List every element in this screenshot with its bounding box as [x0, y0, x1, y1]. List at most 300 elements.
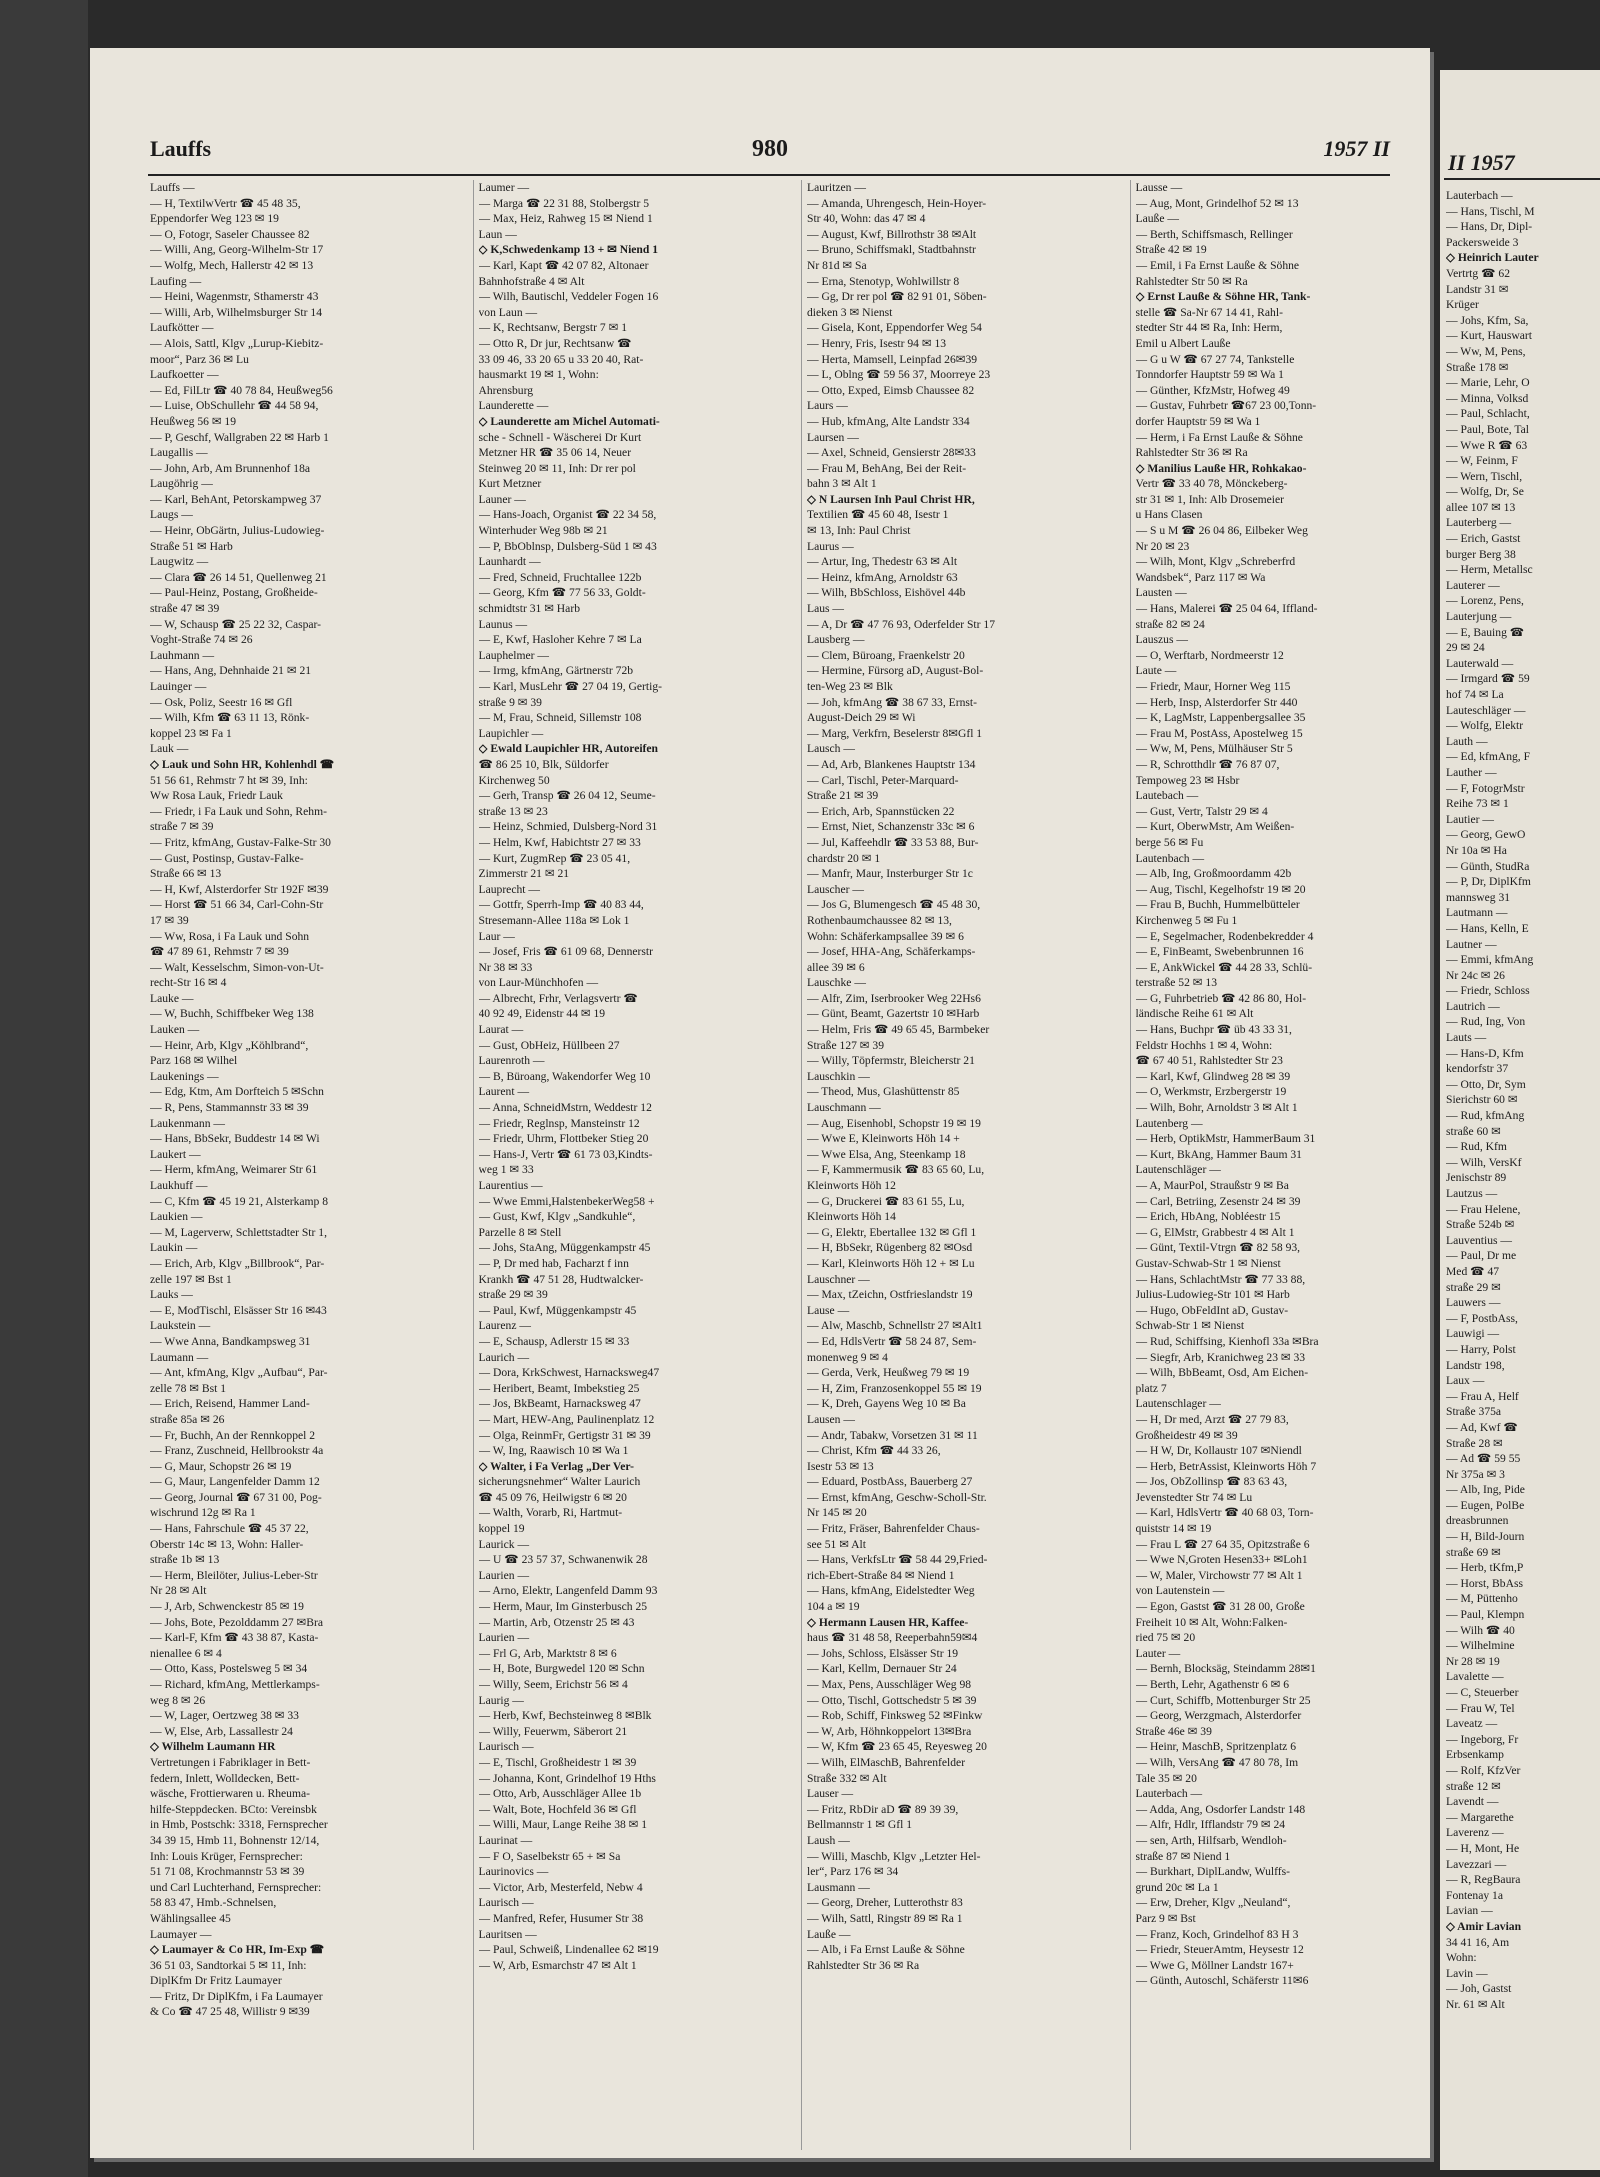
- directory-entry: Lauffs —: [150, 181, 195, 194]
- directory-entry: zelle 197 ✉ Bst 1: [150, 1272, 232, 1286]
- directory-entry: — W, Lager, Oertzweg 38 ✉ 33: [150, 1709, 299, 1723]
- directory-entry: — M, Frau, Schneid, Sillemstr 108: [478, 711, 642, 725]
- directory-entry: grund 20c ✉ La 1: [1135, 1880, 1219, 1894]
- directory-entry: — Alb, Ing, Großmoordamm 42b: [1135, 867, 1292, 881]
- directory-entry: Lauhmann —: [150, 648, 215, 662]
- directory-entry: — Hans, BbSekr, Buddestr 14 ✉ Wi: [150, 1132, 320, 1146]
- directory-entry: Laurent —: [478, 1085, 530, 1099]
- directory-entry: 36 51 03, Sandtorkai 5 ✉ 11, Inh:: [150, 1958, 307, 1972]
- directory-entry: — Hans, Dr, Dipl-: [1446, 220, 1533, 234]
- directory-entry: — Axel, Schneid, Gensierstr 28✉33: [807, 446, 976, 460]
- directory-entry: ◇ K,Schwedenkamp 13 + ✉ Niend 1: [478, 243, 659, 257]
- directory-entry: Lauther —: [1446, 765, 1497, 779]
- directory-entry: schmidtstr 31 ✉ Harb: [478, 602, 580, 616]
- directory-entry: — Günt, Textil-Vtrgn ☎ 82 58 93,: [1135, 1241, 1301, 1255]
- directory-entry: Lauth —: [1446, 734, 1488, 748]
- directory-entry: — Manfr, Maur, Insterburger Str 1c: [807, 867, 973, 881]
- directory-entry: Straße 42 ✉ 19: [1135, 243, 1207, 257]
- column-4: [1130, 180, 1451, 2150]
- directory-entry: Zimmerstr 21 ✉ 21: [478, 867, 570, 881]
- directory-entry: dieken 3 ✉ Nienst: [807, 305, 893, 319]
- directory-entry: Nr. 61 ✉ Alt: [1446, 1997, 1505, 2011]
- directory-entry: ☎ 45 09 76, Heilwigstr 6 ✉ 20: [478, 1490, 627, 1504]
- directory-entry: — Erna, Stenotyp, Wohlwillstr 8: [807, 274, 960, 288]
- directory-entry: Laveatz —: [1446, 1717, 1498, 1731]
- directory-entry: Lautzus —: [1446, 1187, 1498, 1200]
- directory-entry: Voght-Straße 74 ✉ 26: [150, 633, 253, 647]
- directory-entry: Lauschke —: [807, 976, 866, 990]
- directory-entry: straße 47 ✉ 39: [150, 602, 220, 616]
- directory-entry: Parz 9 ✉ Bst: [1135, 1911, 1196, 1925]
- directory-entry: Nr 20 ✉ 23: [1135, 539, 1190, 553]
- directory-entry: — Kurt, Hauswart: [1446, 329, 1532, 343]
- header-rule: [148, 174, 1390, 176]
- directory-entry: Lauschmann —: [807, 1101, 881, 1115]
- directory-entry: — Kurt, BkAng, Hammer Baum 31: [1135, 1147, 1302, 1161]
- directory-entry: — Wwe Anna, Bandkampsweg 31: [150, 1334, 311, 1348]
- directory-entry: — Herm, Metallsc: [1446, 563, 1533, 577]
- directory-entry: — Edg, Ktm, Am Dorfteich 5 ✉Schn: [150, 1085, 324, 1099]
- directory-entry: — Johs, Kfm, Sa,: [1446, 313, 1529, 327]
- directory-entry: — Herm, i Fa Ernst Lauße & Söhne: [1135, 430, 1303, 444]
- directory-entry: — H, Zim, Franzosenkoppel 55 ✉ 19: [807, 1381, 982, 1395]
- directory-entry: Tonndorfer Hauptstr 59 ✉ Wa 1: [1135, 368, 1284, 382]
- directory-entry: — F O, Saselbekstr 65 + ✉ Sa: [478, 1849, 621, 1863]
- directory-entry: Parz 168 ✉ Wilhel: [150, 1054, 238, 1068]
- directory-entry: Lauinger —: [150, 680, 207, 693]
- directory-entry: von Laun —: [478, 305, 538, 319]
- directory-entry: Freiheit 10 ✉ Alt, Wohn:Falken-: [1135, 1615, 1288, 1629]
- directory-entry: — Jos, BkBeamt, Harnacksweg 47: [478, 1397, 641, 1411]
- directory-entry: Vertr ☎ 33 40 78, Mönckeberg-: [1135, 477, 1288, 491]
- directory-entry: Schwab-Str 1 ✉ Nienst: [1135, 1319, 1245, 1333]
- directory-entry: hausmarkt 19 ✉ 1, Wohn:: [478, 368, 599, 382]
- directory-entry: Lauritzen —: [807, 181, 866, 194]
- directory-entry: Lauts —: [1446, 1031, 1487, 1045]
- directory-entry: — G, Druckerei ☎ 83 61 55, Lu,: [807, 1194, 965, 1208]
- directory-entry: — Wilh, BbBeamt, Osd, Am Eichen-: [1135, 1366, 1309, 1380]
- directory-entry: — Henry, Fris, Isestr 94 ✉ 13: [807, 336, 947, 350]
- directory-entry: ◇ N Laursen Inh Paul Christ HR,: [807, 492, 975, 506]
- directory-entry: Oberstr 14c ✉ 13, Wohn: Haller-: [150, 1537, 304, 1551]
- directory-entry: Laugs —: [150, 508, 193, 522]
- directory-entry: Lauterbach —: [1446, 189, 1513, 202]
- directory-entry: — Friedr, Reglnsp, Mansteinstr 12: [478, 1116, 640, 1130]
- directory-entry: — Horst ☎ 51 66 34, Carl-Cohn-Str: [150, 898, 324, 912]
- right-page-header: II 1957: [1448, 150, 1515, 175]
- directory-entry: ried 75 ✉ 20: [1135, 1631, 1196, 1645]
- directory-entry: ◇ Walter, i Fa Verlag „Der Ver-: [478, 1459, 634, 1473]
- directory-entry: Nr 81d ✉ Sa: [807, 258, 867, 272]
- directory-entry: Laurs —: [807, 399, 848, 413]
- directory-entry: ☎ 67 40 51, Rahlstedter Str 23: [1135, 1054, 1283, 1068]
- directory-entry: — Heribert, Beamt, Imbekstieg 25: [478, 1381, 640, 1395]
- directory-entry: — Irmg, kfmAng, Gärtnerstr 72b: [478, 664, 634, 678]
- directory-entry: ◇ Ernst Lauße & Söhne HR, Tank-: [1135, 290, 1311, 304]
- directory-entry: Laufing —: [150, 274, 202, 288]
- directory-entry: — Clara ☎ 26 14 51, Quellenweg 21: [150, 570, 327, 584]
- directory-entry: Launderette —: [478, 399, 549, 413]
- directory-entry: — Marie, Lehr, O: [1446, 376, 1530, 390]
- directory-entry: Metzner HR ☎ 35 06 14, Neuer: [478, 446, 632, 460]
- directory-entry: — Burkhart, DiplLandw, Wulffs-: [1135, 1865, 1291, 1879]
- directory-entry: Lavendt —: [1446, 1795, 1499, 1809]
- directory-entry: — Paul, Kwf, Müggenkampstr 45: [478, 1303, 637, 1317]
- directory-entry: ◇ Lauk und Sohn HR, Kohlenhdl ☎: [150, 757, 335, 771]
- directory-entry: — L, Oblng ☎ 59 56 37, Moorreye 23: [807, 368, 991, 382]
- directory-entry: sicherungsnehmer“ Walter Laurich: [478, 1475, 641, 1489]
- directory-entry: zelle 78 ✉ Bst 1: [150, 1381, 227, 1395]
- directory-entry: Straße 178 ✉: [1446, 360, 1509, 374]
- directory-entry: Julius-Ludowieg-Str 101 ✉ Harb: [1135, 1288, 1290, 1302]
- directory-entry: Lausten —: [1135, 586, 1187, 600]
- directory-entry: — K, Dreh, Gayens Weg 10 ✉ Ba: [807, 1397, 966, 1411]
- directory-entry: 40 92 49, Eidenstr 44 ✉ 19: [478, 1007, 606, 1021]
- directory-entry: — C, Steuerber: [1446, 1686, 1519, 1699]
- directory-entry: — Günther, KfzMstr, Hofweg 49: [1135, 383, 1290, 397]
- directory-entry: — Wilh, Sattl, Ringstr 89 ✉ Ra 1: [807, 1911, 963, 1925]
- directory-entry: — H W, Dr, Kollaustr 107 ✉Niendl: [1135, 1444, 1302, 1458]
- directory-entry: — Johs, StaAng, Müggenkampstr 45: [478, 1241, 651, 1255]
- directory-entry: — Paul, Schlacht,: [1446, 407, 1530, 421]
- directory-entry: — Wwe Elsa, Ang, Steenkamp 18: [807, 1147, 966, 1161]
- directory-entry: — Ww, M, Pens, Mülhäuser Str 5: [1135, 742, 1293, 756]
- directory-entry: Tale 35 ✉ 20: [1135, 1771, 1197, 1785]
- directory-entry: — O, Werkmstr, Erzbergerstr 19: [1135, 1085, 1287, 1099]
- directory-entry: Nr 375a ✉ 3: [1446, 1467, 1505, 1481]
- directory-entry: Textilien ☎ 45 60 48, Isestr 1: [807, 508, 949, 522]
- year-volume: 1957 II: [1323, 136, 1390, 161]
- directory-entry: — Gust, Kwf, Klgv „Sandkuhle“,: [478, 1210, 636, 1224]
- directory-entry: recht-Str 16 ✉ 4: [150, 976, 227, 990]
- directory-entry: Laurisch —: [478, 1896, 534, 1910]
- directory-entry: — Gisela, Kont, Eppendorfer Weg 54: [807, 321, 982, 335]
- directory-entry: ◇ Hermann Lausen HR, Kaffee-: [807, 1615, 969, 1629]
- directory-entry: — G u W ☎ 67 27 74, Tankstelle: [1135, 352, 1295, 366]
- directory-entry: — H, Mont, He: [1446, 1841, 1520, 1855]
- directory-entry: — Frau Helene,: [1446, 1202, 1521, 1216]
- directory-entry: — Berth, Schiffsmasch, Rellinger: [1135, 227, 1293, 241]
- directory-entry: — Mart, HEW-Ang, Paulinenplatz 12: [478, 1412, 655, 1426]
- directory-entry: Nr 24c ✉ 26: [1446, 968, 1505, 982]
- directory-entry: — Frau M, BehAng, Bei der Reit-: [807, 461, 967, 475]
- directory-entry: straße 7 ✉ 39: [150, 820, 214, 834]
- directory-entry: — Friedr, i Fa Lauk und Sohn, Rehm-: [150, 804, 327, 818]
- directory-entry: — Karl, MusLehr ☎ 27 04 19, Gertig-: [478, 680, 662, 693]
- directory-entry: — Gerh, Transp ☎ 26 04 12, Seume-: [478, 789, 656, 803]
- directory-entry: — Rud, Kfm: [1446, 1140, 1507, 1154]
- directory-entry: — Wwe N,Groten Hesen33+ ✉Loh1: [1135, 1553, 1308, 1567]
- directory-columns: [150, 180, 1450, 2150]
- directory-entry: — Friedr, SteuerAmtm, Heysestr 12: [1135, 1943, 1304, 1957]
- directory-entry: — Luise, ObSchullehr ☎ 44 58 94,: [150, 399, 319, 413]
- directory-entry: Laurus —: [807, 539, 854, 553]
- directory-entry: Inh: Louis Krüger, Fernsprecher:: [150, 1849, 303, 1863]
- directory-entry: — Rud, kfmAng: [1446, 1109, 1525, 1123]
- directory-entry: Steinweg 20 ✉ 11, Inh: Dr rer pol: [478, 461, 636, 475]
- directory-entry: Launer —: [478, 492, 526, 506]
- directory-entry: see 51 ✉ Alt: [807, 1537, 866, 1551]
- directory-entry: ländische Reihe 61 ✉ Alt: [1135, 1007, 1254, 1021]
- directory-entry: straße 13 ✉ 23: [478, 804, 548, 818]
- directory-entry: — M, Püttenho: [1446, 1592, 1518, 1606]
- directory-entry: Laurinovics —: [478, 1865, 549, 1879]
- directory-entry: — Georg, Journal ☎ 67 31 00, Pog-: [150, 1490, 322, 1504]
- directory-entry: — Erich, Gastst: [1446, 532, 1521, 546]
- directory-entry: — Fritz, Fräser, Bahrenfelder Chaus-: [807, 1522, 980, 1536]
- directory-entry: — Willi, Maur, Lange Reihe 38 ✉ 1: [478, 1818, 648, 1832]
- directory-entry: — Irmgard ☎ 59: [1446, 672, 1530, 686]
- directory-entry: — Wilh, VersKf: [1446, 1155, 1522, 1169]
- directory-entry: — Bernh, Blocksäg, Steindamm 28✉1: [1135, 1662, 1316, 1676]
- directory-entry: Wandsbek“, Parz 117 ✉ Wa: [1135, 570, 1266, 584]
- directory-entry: — Otto R, Dr jur, Rechtsanw ☎: [478, 336, 632, 350]
- directory-entry: Laverenz —: [1446, 1826, 1504, 1840]
- directory-entry: — E, ModTischl, Elsässer Str 16 ✉43: [150, 1303, 327, 1317]
- directory-entry: — Franz, Koch, Grindelhof 83 H 3: [1135, 1927, 1299, 1941]
- directory-entry: — John, Arb, Am Brunnenhof 18a: [150, 461, 311, 475]
- directory-entry: — Frau A, Helf: [1446, 1389, 1519, 1403]
- directory-entry: straße 87 ✉ Niend 1: [1135, 1849, 1231, 1863]
- directory-entry: — F, Kammermusik ☎ 83 65 60, Lu,: [807, 1163, 985, 1177]
- directory-entry: Lavin —: [1446, 1966, 1488, 1980]
- directory-entry: — Wwe Emmi,HalstenbekerWeg58 +: [478, 1194, 655, 1208]
- directory-entry: — Bruno, Schiffsmakl, Stadtbahnstr: [807, 243, 976, 257]
- column-1: [150, 180, 465, 2150]
- directory-entry: — Heinr, ObGärtn, Julius-Ludowieg-: [150, 524, 325, 538]
- directory-entry: — Karl, Kleinworts Höh 12 + ✉ Lu: [807, 1256, 975, 1270]
- directory-entry: — Gust, ObHeiz, Hüllbeen 27: [478, 1038, 620, 1052]
- directory-entry: — Hans, Buchpr ☎ üb 43 33 31,: [1135, 1023, 1292, 1037]
- directory-entry: — F, PostbAss,: [1446, 1311, 1518, 1325]
- directory-entry: — Aug, Mont, Grindelhof 52 ✉ 13: [1135, 196, 1299, 210]
- directory-entry: Laurat —: [478, 1023, 524, 1037]
- directory-entry: — Gust, Vertr, Talstr 29 ✉ 4: [1135, 804, 1268, 818]
- directory-entry: — Rud, Schiffsing, Kienhofl 33a ✉Bra: [1135, 1334, 1319, 1348]
- directory-entry: — Marg, Verkfrn, Beselerstr 8✉Gfl 1: [807, 726, 983, 740]
- directory-entry: monenweg 9 ✉ 4: [807, 1350, 888, 1364]
- directory-entry: — Willi, Ang, Georg-Wilhelm-Str 17: [150, 243, 324, 257]
- directory-entry: — Erich, Arb, Klgv „Billbrook“, Par-: [150, 1256, 325, 1270]
- directory-entry: — Josef, Fris ☎ 61 09 68, Dennerstr: [478, 945, 653, 959]
- directory-entry: — Herta, Mamsell, Leinpfad 26✉39: [807, 352, 978, 366]
- directory-entry: sche - Schnell - Wäscherei Dr Kurt: [478, 430, 642, 444]
- directory-entry: Lauventius —: [1446, 1233, 1513, 1247]
- directory-entry: — Willi, Arb, Wilhelmsburger Str 14: [150, 305, 323, 319]
- directory-entry: — Artur, Ing, Thedestr 63 ✉ Alt: [807, 555, 958, 569]
- directory-entry: Nr 10a ✉ Ha: [1446, 843, 1507, 857]
- directory-entry: — Johs, Bote, Pezolddamm 27 ✉Bra: [150, 1615, 323, 1629]
- directory-entry: — Kurt, ZugmRep ☎ 23 05 41,: [478, 851, 631, 865]
- directory-entry: weg 8 ✉ 26: [150, 1693, 206, 1707]
- directory-entry: — Frau L ☎ 27 64 35, Opitzstraße 6: [1135, 1537, 1310, 1551]
- directory-entry: — Emil, i Fa Ernst Lauße & Söhne: [1135, 258, 1300, 272]
- directory-entry: — Ernst, kfmAng, Geschw-Scholl-Str.: [807, 1490, 987, 1504]
- directory-entry: — Kurt, OberwMstr, Am Weißen-: [1135, 820, 1295, 834]
- directory-entry: — J, Arb, Schwenckestr 85 ✉ 19: [150, 1600, 304, 1614]
- directory-entry: Kurt Metzner: [478, 477, 542, 491]
- directory-entry: — Paul-Heinz, Postang, Großheide-: [150, 586, 318, 600]
- directory-entry: — Georg, GewO: [1446, 828, 1526, 842]
- directory-entry: platz 7: [1135, 1381, 1167, 1395]
- directory-entry: — W, Schausp ☎ 25 22 32, Caspar-: [150, 617, 322, 631]
- directory-entry: — Alfr, Zim, Iserbrooker Weg 22Hs6: [807, 991, 981, 1005]
- directory-entry: Vertretungen i Fabriklager in Bett-: [150, 1755, 311, 1769]
- directory-entry: ◇ Wilhelm Laumann HR: [150, 1740, 276, 1754]
- directory-entry: — Carl, Tischl, Peter-Marquard-: [807, 773, 959, 787]
- directory-entry: 34 39 15, Hmb 11, Bohnenstr 12/14,: [150, 1833, 320, 1847]
- directory-entry: Lausen —: [807, 1412, 855, 1426]
- directory-entry: Landstr 31 ✉: [1446, 282, 1509, 296]
- directory-entry: — Eugen, PolBe: [1446, 1498, 1525, 1512]
- directory-entry: ☎ 47 89 61, Rehmstr 7 ✉ 39: [150, 945, 289, 959]
- directory-entry: — Minna, Volksd: [1446, 391, 1529, 405]
- directory-entry: — Erich, HbAng, Nobléestr 15: [1135, 1210, 1281, 1224]
- directory-entry: — Heinr, Arb, Klgv „Köhlbrand“,: [150, 1038, 309, 1052]
- directory-entry: — Herm, Bleilöter, Julius-Leber-Str: [150, 1568, 318, 1582]
- directory-entry: — Willy, Seem, Erichstr 56 ✉ 4: [478, 1678, 628, 1691]
- directory-entry: — Walt, Bote, Hochfeld 36 ✉ Gfl: [478, 1802, 637, 1816]
- directory-entry: Lausberg —: [807, 633, 865, 647]
- directory-entry: Laurentius —: [478, 1179, 543, 1192]
- directory-entry: — Helm, Fris ☎ 49 65 45, Barmbeker: [807, 1023, 990, 1037]
- directory-entry: — sen, Arth, Hilfsarb, Wendloh-: [1135, 1833, 1287, 1847]
- directory-entry: Lausse —: [1135, 181, 1183, 194]
- directory-entry: Lauschkin —: [807, 1069, 870, 1083]
- directory-entry: — Hans, VerkfsLtr ☎ 58 44 29,Fried-: [807, 1553, 988, 1567]
- directory-entry: Erbsenkamp: [1446, 1748, 1504, 1762]
- column-2: [473, 180, 794, 2150]
- directory-entry: Lauterwald —: [1446, 656, 1514, 670]
- directory-entry: — Wilh, ElMaschB, Bahrenfelder: [807, 1755, 966, 1769]
- directory-entry: terstraße 52 ✉ 13: [1135, 976, 1218, 990]
- directory-entry: von Lautenstein —: [1135, 1584, 1225, 1598]
- directory-entry: Großheidestr 49 ✉ 39: [1135, 1428, 1238, 1442]
- directory-entry: Lautenschlager —: [1135, 1397, 1221, 1411]
- directory-entry: — Berth, Lehr, Agathenstr 6 ✉ 6: [1135, 1678, 1289, 1691]
- directory-entry: dorfer Hauptstr 59 ✉ Wa 1: [1135, 414, 1261, 428]
- directory-entry: — P, Geschf, Wallgraben 22 ✉ Harb 1: [150, 430, 329, 444]
- directory-entry: — Alb, i Fa Ernst Lauße & Söhne: [807, 1943, 965, 1957]
- directory-entry: — Heinr, MaschB, Spritzenplatz 6: [1135, 1740, 1297, 1754]
- directory-entry: — Alb, Ing, Pide: [1446, 1483, 1525, 1497]
- directory-entry: — H, TextilwVertr ☎ 45 48 35,: [150, 196, 301, 210]
- directory-entry: — Lorenz, Pens,: [1446, 594, 1524, 608]
- directory-entry: Ahrensburg: [478, 383, 534, 397]
- directory-entry: — Siegfr, Arb, Kranichweg 23 ✉ 33: [1135, 1350, 1306, 1364]
- directory-entry: — Horst, BbAss: [1446, 1576, 1523, 1590]
- directory-entry: Laukin —: [150, 1241, 198, 1255]
- directory-entry: Nr 38 ✉ 33: [478, 960, 533, 974]
- directory-entry: — Frau M, PostAss, Apostelweg 15: [1135, 726, 1303, 740]
- directory-entry: — Josef, HHA-Ang, Schäferkamps-: [807, 945, 976, 959]
- directory-entry: — G, Maur, Schopstr 26 ✉ 19: [150, 1459, 292, 1473]
- directory-entry: dreasbrunnen: [1446, 1514, 1509, 1528]
- directory-entry: — G, ElMstr, Grabbestr 4 ✉ Alt 1: [1135, 1225, 1295, 1239]
- directory-entry: — Curt, Schiffb, Mottenburger Str 25: [1135, 1693, 1311, 1707]
- directory-entry: — Herm, Maur, Im Ginsterbusch 25: [478, 1600, 648, 1614]
- directory-entry: — W, Ing, Raawisch 10 ✉ Wa 1: [478, 1444, 629, 1458]
- directory-entry: August-Deich 29 ✉ Wi: [807, 711, 916, 725]
- directory-entry: — Hans-D, Kfm: [1446, 1046, 1524, 1060]
- directory-entry: Kirchenweg 50: [478, 773, 550, 787]
- directory-entry: Bahnhofstraße 4 ✉ Alt: [478, 274, 585, 288]
- directory-entry: Straße 28 ✉: [1446, 1436, 1503, 1450]
- directory-entry: Gustav-Schwab-Str 1 ✉ Nienst: [1135, 1256, 1281, 1270]
- directory-entry: — Fred, Schneid, Fruchtallee 122b: [478, 570, 642, 584]
- directory-entry: — Fritz, RbDir aD ☎ 89 39 39,: [807, 1802, 959, 1816]
- directory-entry: — Herb, Insp, Alsterdorfer Str 440: [1135, 695, 1298, 709]
- directory-entry: Lauschner —: [807, 1272, 870, 1286]
- directory-entry: Lautenschläger —: [1135, 1163, 1221, 1177]
- directory-entry: — G, Fuhrbetrieb ☎ 42 86 80, Hol-: [1135, 991, 1307, 1005]
- directory-entry: Laugallis —: [150, 446, 208, 460]
- directory-entry: — Rob, Schiff, Finksweg 52 ✉Finkw: [807, 1709, 983, 1723]
- directory-entry: — P, BbOblnsp, Dulsberg-Süd 1 ✉ 43: [478, 539, 657, 553]
- directory-entry: Krüger: [1446, 298, 1479, 312]
- directory-entry: — H, BbSekr, Rügenberg 82 ✉Osd: [807, 1241, 973, 1255]
- directory-entry: Laukert —: [150, 1147, 201, 1161]
- directory-entry: — Karl, Kapt ☎ 42 07 82, Altonaer: [478, 258, 649, 272]
- directory-entry: federn, Inlett, Wolldecken, Bett-: [150, 1771, 300, 1785]
- directory-entry: Laumann —: [150, 1350, 209, 1364]
- directory-entry: — Friedr, Schloss: [1446, 984, 1530, 998]
- directory-entry: — Otto, Dr, Sym: [1446, 1077, 1526, 1091]
- directory-entry: — E, Bauing ☎: [1446, 625, 1525, 639]
- directory-entry: rich-Ebert-Straße 84 ✉ Niend 1: [807, 1568, 955, 1582]
- directory-entry: — Herb, tKfm,P: [1446, 1561, 1524, 1575]
- directory-entry: Launus —: [478, 617, 528, 631]
- directory-entry: allee 39 ✉ 6: [807, 960, 865, 974]
- directory-entry: — Wolfg, Elektr: [1446, 719, 1524, 733]
- directory-entry: — Otto, Exped, Eimsb Chaussee 82: [807, 383, 975, 397]
- directory-entry: — Paul, Bote, Tal: [1446, 422, 1530, 436]
- directory-entry: Lautebach —: [1135, 789, 1199, 803]
- directory-entry: — Wilh, BbSchloss, Eishövel 44b: [807, 586, 966, 600]
- directory-entry: Winterhuder Weg 98b ✉ 21: [478, 524, 608, 538]
- directory-entry: chardstr 20 ✉ 1: [807, 851, 881, 865]
- directory-entry: haus ☎ 31 48 58, Reeperbahn59✉4: [807, 1631, 978, 1645]
- directory-entry: — Willy, Feuerwm, Säberort 21: [478, 1724, 628, 1738]
- directory-entry: Rahlstedter Str 36 ✉ Ra: [807, 1958, 920, 1972]
- directory-entry: — Frl G, Arb, Marktstr 8 ✉ 6: [478, 1646, 617, 1660]
- directory-entry: — Christ, Kfm ☎ 44 33 26,: [807, 1444, 941, 1458]
- directory-entry: Lauphelmer —: [478, 648, 550, 662]
- directory-entry: — Alfr, Hdlr, Ifflandstr 79 ✉ 24: [1135, 1818, 1286, 1832]
- directory-entry: 17 ✉ 39: [150, 913, 189, 927]
- directory-entry: Launhardt —: [478, 555, 541, 569]
- directory-entry: Lauwigi —: [1446, 1327, 1500, 1341]
- directory-entry: Laurien —: [478, 1631, 530, 1645]
- directory-entry: Wählingsallee 45: [150, 1911, 231, 1925]
- directory-entry: koppel 23 ✉ Fa 1: [150, 726, 232, 740]
- directory-entry: ◇ Heinrich Lauter: [1446, 251, 1539, 265]
- directory-entry: — Ww, M, Pens,: [1446, 344, 1526, 358]
- directory-page-left: [90, 48, 1430, 2158]
- directory-entry: — Rolf, KfzVer: [1446, 1763, 1521, 1777]
- directory-entry: kendorfstr 37: [1446, 1062, 1509, 1076]
- scan-gutter: [0, 0, 88, 2177]
- directory-entry: — Victor, Arb, Mesterfeld, Nebw 4: [478, 1880, 643, 1894]
- directory-entry: stelle ☎ Sa-Nr 67 14 41, Rahl-: [1135, 305, 1283, 319]
- directory-entry: — Frau B, Buchh, Hummelbütteler: [1135, 898, 1300, 912]
- directory-entry: Feldstr Hochhs 1 ✉ 4, Wohn:: [1135, 1038, 1273, 1052]
- directory-entry: — Aug, Eisenhobl, Schopstr 19 ✉ 19: [807, 1116, 981, 1130]
- directory-entry: Rahlstedter Str 36 ✉ Ra: [1135, 446, 1248, 460]
- directory-entry: — Eduard, PostbAss, Bauerberg 27: [807, 1475, 973, 1489]
- directory-entry: 29 ✉ 24: [1446, 641, 1485, 655]
- directory-entry: Lauscher —: [807, 882, 864, 896]
